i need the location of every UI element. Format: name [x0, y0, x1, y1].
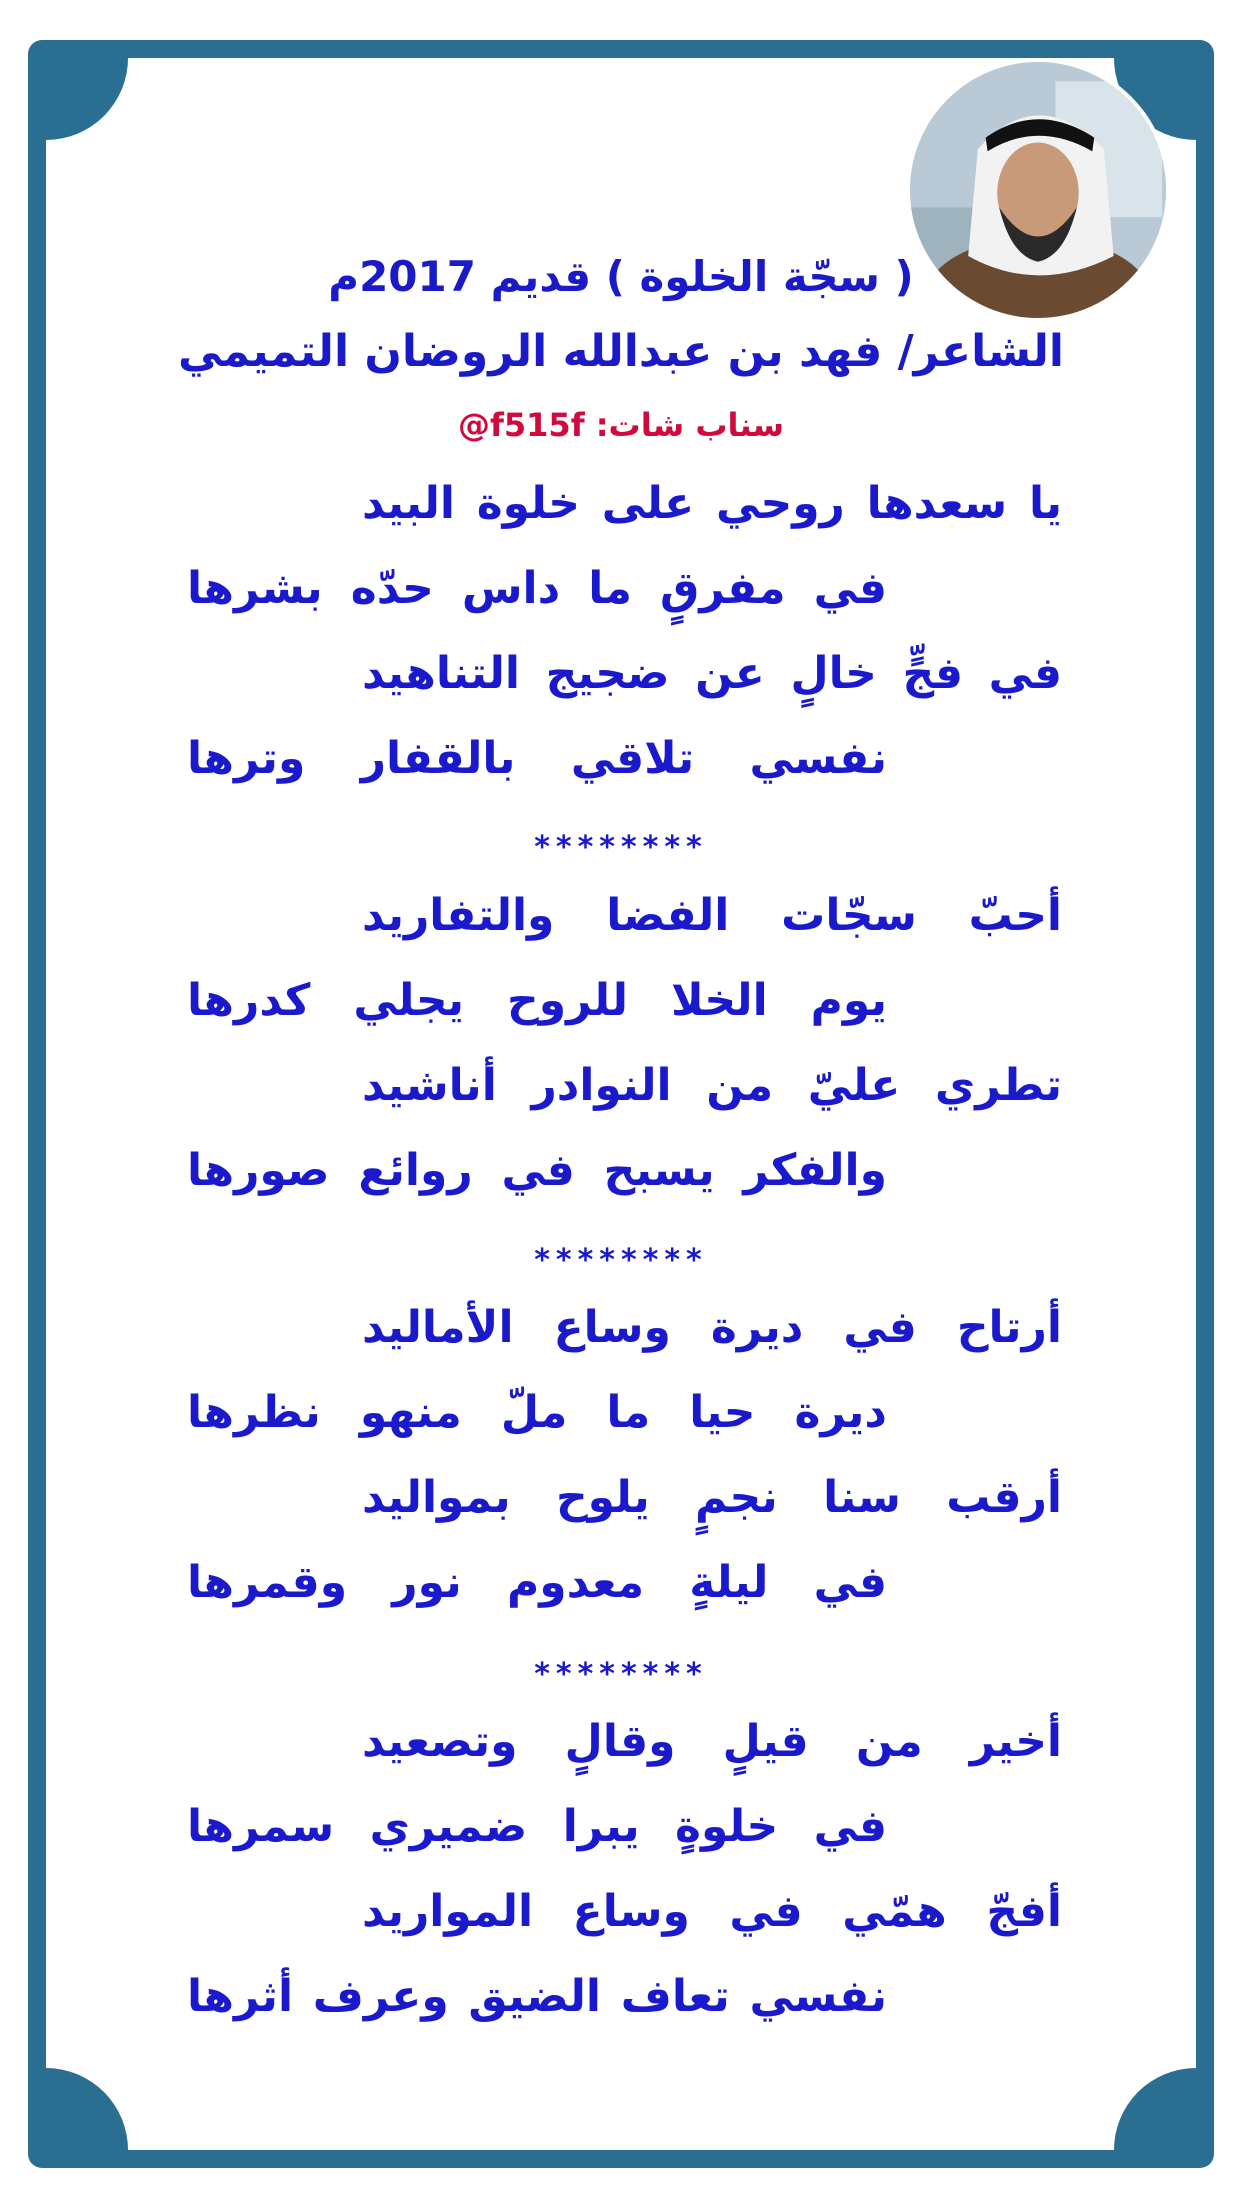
corner-decoration: [46, 2068, 128, 2150]
poem-verse: في مفرقٍ ما داس حدّه بشرها: [187, 563, 887, 614]
poem-verse: أرقب سنا نجمٍ يلوح بمواليد: [362, 1472, 1062, 1523]
stanza-separator: ********: [534, 1243, 708, 1278]
poem-verse: نفسي تعاف الضيق وعرف أثرها: [187, 1971, 887, 2022]
poem-verse: تطري عليّ من النوادر أناشيد: [362, 1060, 1062, 1111]
poem-verse: في خلوةٍ يبرا ضميري سمرها: [187, 1801, 887, 1852]
poem-verse: يا سعدها روحي على خلوة البيد: [362, 478, 1062, 529]
poem-verse: أحبّ سجّات الفضا والتفاريد: [362, 890, 1062, 941]
poem-verse: أخير من قيلٍ وقالٍ وتصعيد: [362, 1716, 1062, 1767]
snapchat-handle: سناب شات: f515f@: [457, 406, 785, 444]
poem-verse: في ليلةٍ معدوم نور وقمرها: [187, 1557, 887, 1608]
poet-name: الشاعر/ فهد بن عبدالله الروضان التميمي: [177, 326, 1064, 377]
poem-verse: نفسي تلاقي بالقفار وترها: [187, 733, 887, 784]
poem-title: ( سجّة الخلوة ) قديم 2017م: [328, 252, 914, 301]
stanza-separator: ********: [534, 830, 708, 865]
stanza-separator: ********: [534, 1657, 708, 1692]
poem-verse: في فجٍّ خالٍ عن ضجيج التناهيد: [362, 648, 1062, 699]
poem-verse: أرتاح في ديرة وساع الأماليد: [362, 1302, 1062, 1353]
poem-verse: يوم الخلا للروح يجلي كدرها: [187, 975, 887, 1026]
poem-verse: والفكر يسبح في روائع صورها: [187, 1145, 887, 1196]
corner-decoration: [46, 58, 128, 140]
poem-verse: ديرة حيا ما ملّ منهو نظرها: [187, 1387, 887, 1438]
poem-verse: أفجّ همّي في وساع المواريد: [362, 1886, 1062, 1937]
corner-decoration: [1114, 2068, 1196, 2150]
